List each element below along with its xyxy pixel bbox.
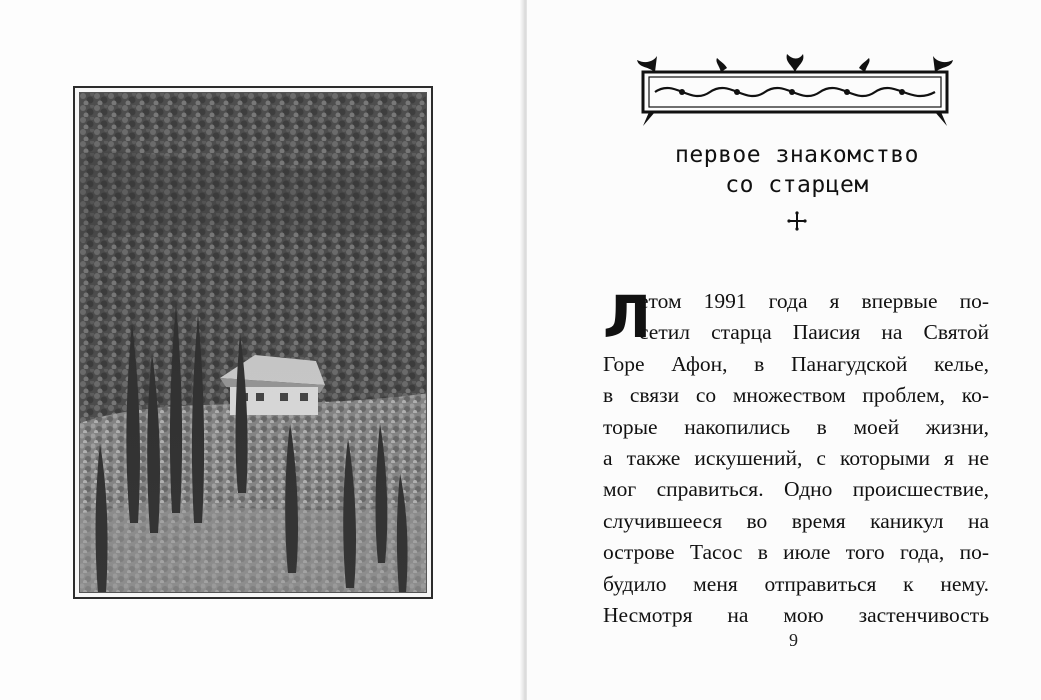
text-line: мог справиться. Одно происшествие, (603, 477, 989, 502)
hillside-photo-illustration (80, 93, 427, 593)
body-text (603, 283, 989, 631)
text-line: будило меня отправиться к нему. (603, 571, 989, 596)
text-line: в связи со множеством проблем, ко- (603, 383, 989, 408)
photo-frame (73, 86, 433, 599)
ornamental-header-icon (635, 50, 955, 128)
text-line: а также искушений, с которыми я не (603, 445, 989, 470)
page-number: 9 (789, 630, 798, 650)
chapter-heading-line2: со старцем (725, 172, 869, 198)
right-page (527, 0, 1041, 700)
text-line: сетил старца Паисия на Святой (639, 320, 989, 345)
monastery-photo (79, 92, 427, 593)
text-line: етом 1991 года я впервые по- (639, 289, 989, 313)
drop-cap: Л (603, 283, 652, 351)
text-line: Горе Афон, в Панагудской келье, (603, 351, 989, 376)
cross-icon (786, 210, 808, 232)
text-line: Несмотря на мою застенчивость (603, 602, 989, 627)
chapter-heading-line1: первое знакомство (675, 142, 919, 168)
text-line: случившееся во время каникул на (603, 508, 989, 533)
text-line: острове Тасос в июле того года, по- (603, 540, 989, 565)
text-line: торые накопились в моей жизни, (603, 414, 989, 439)
chapter-heading (627, 140, 967, 200)
